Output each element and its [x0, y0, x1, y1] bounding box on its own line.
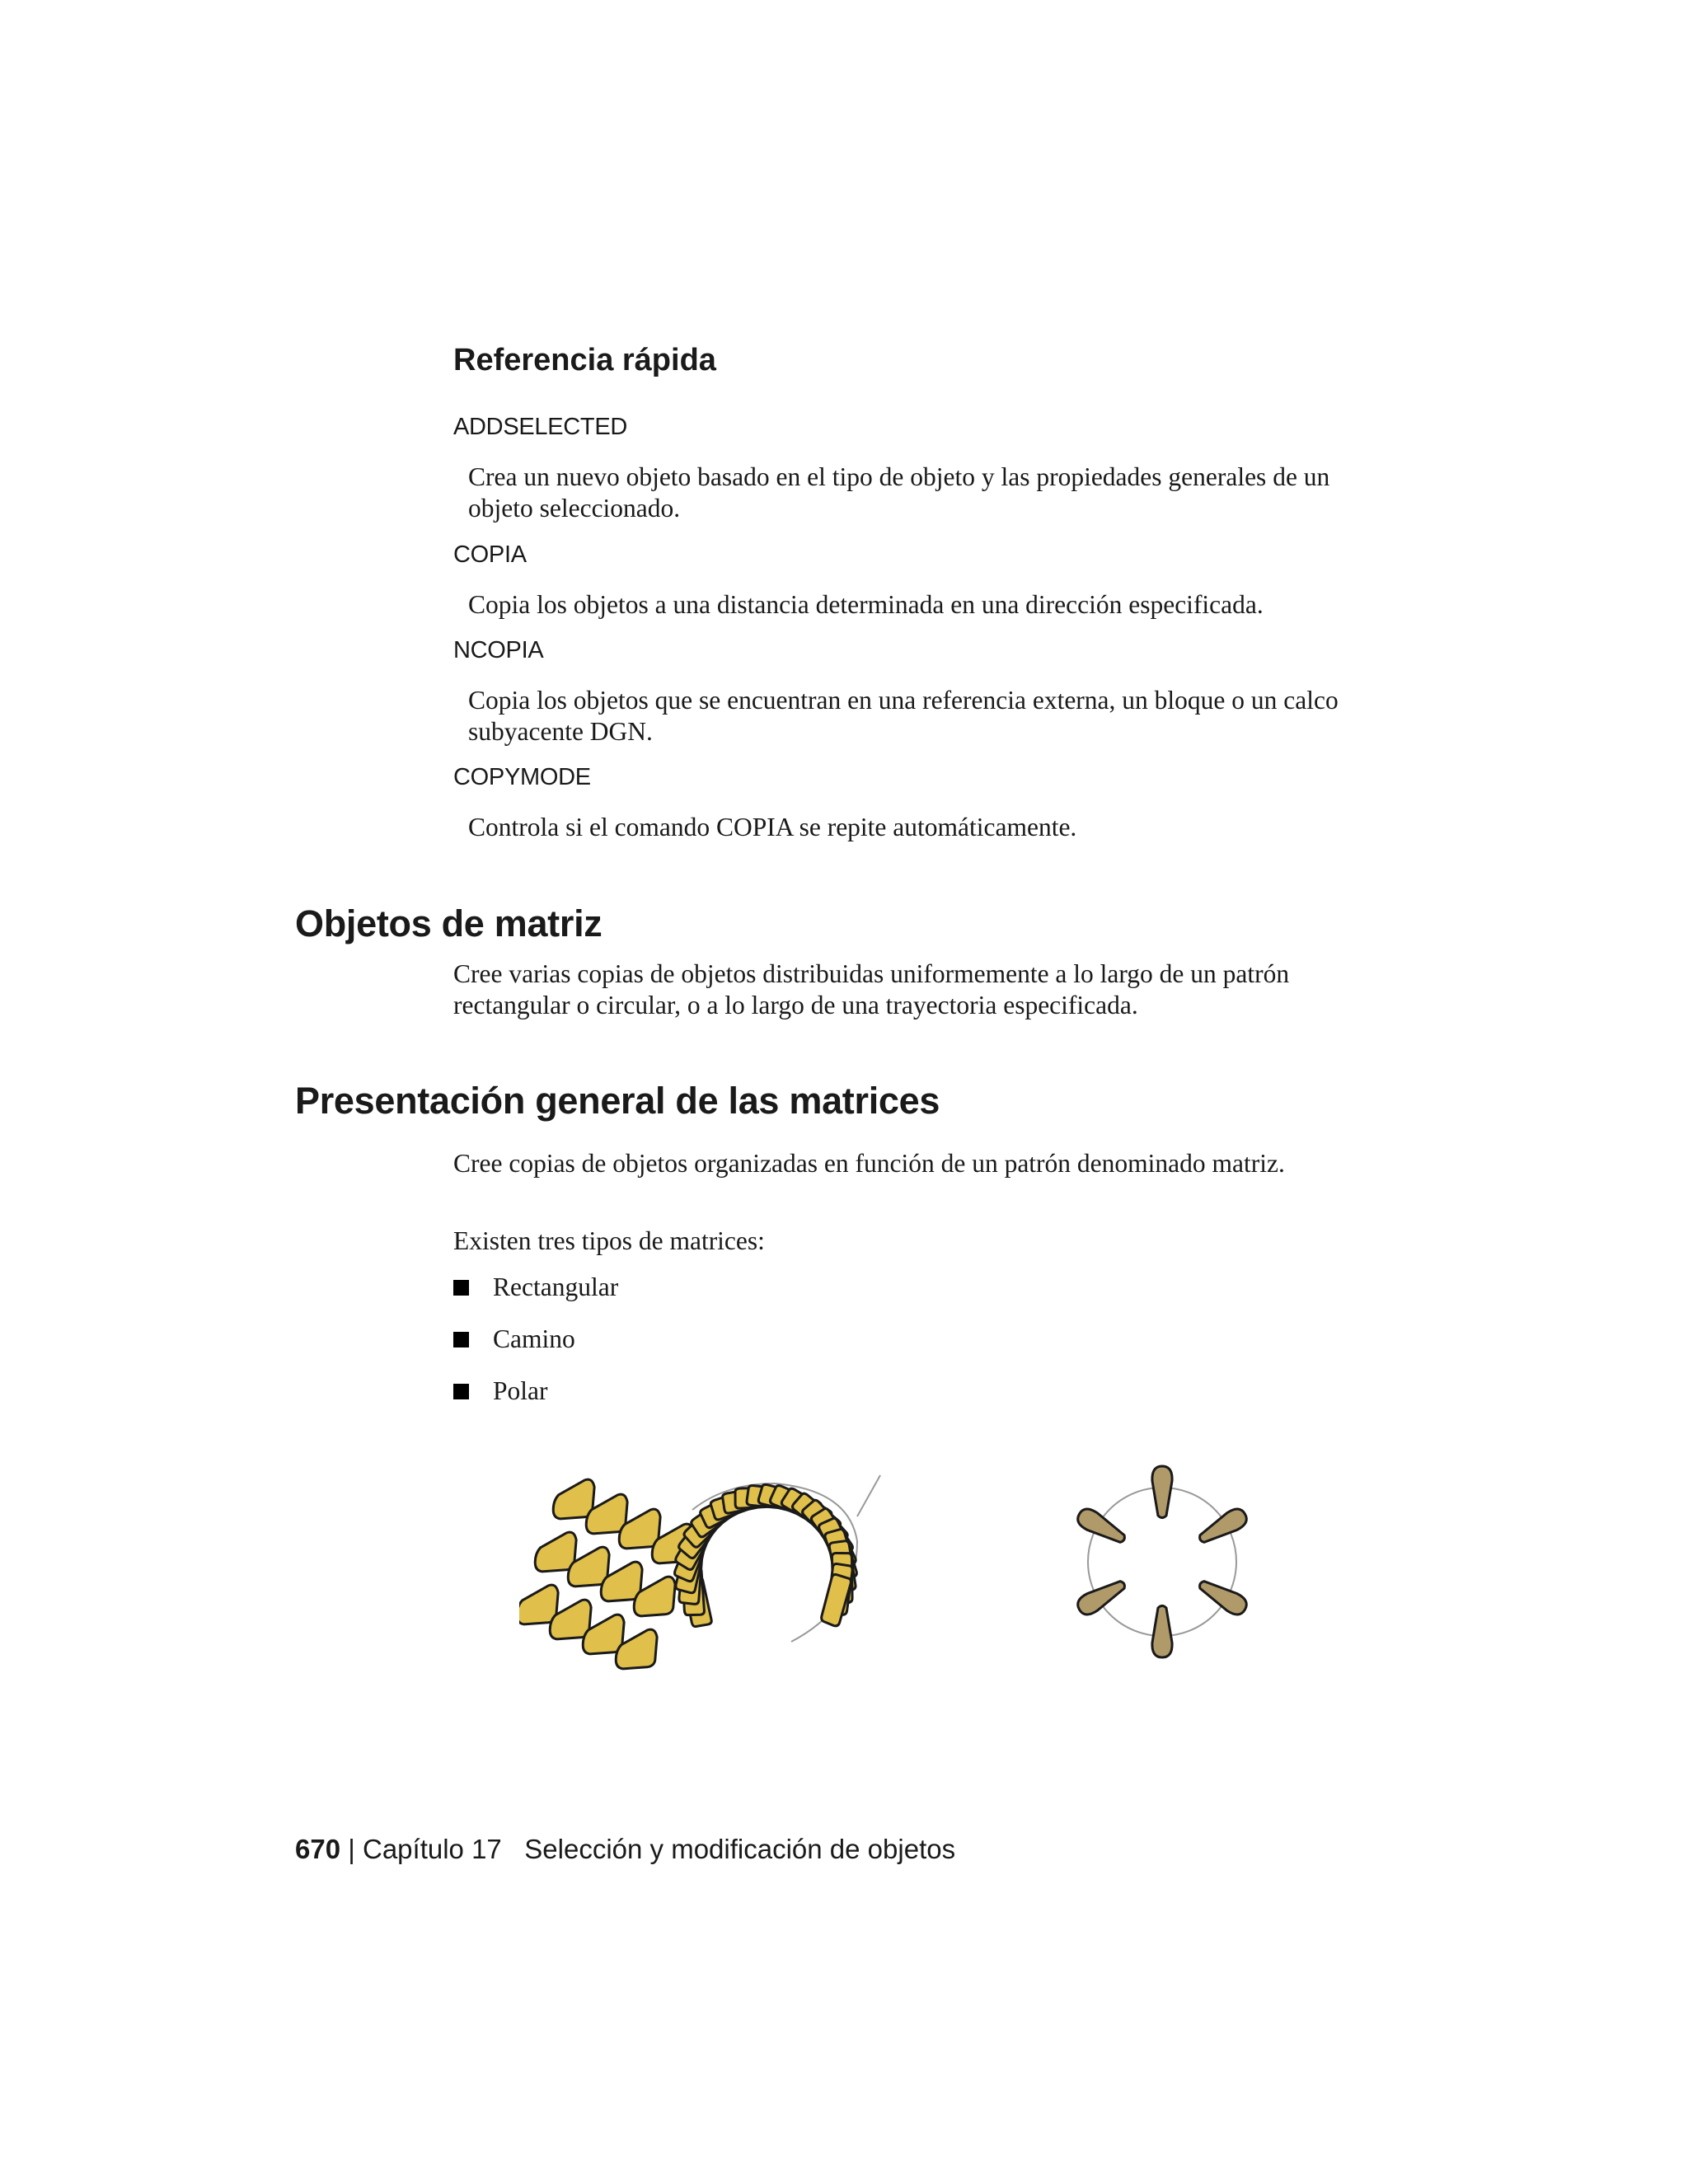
array-item-shape [1195, 1575, 1250, 1618]
footer-chapter: Capítulo 17 [362, 1834, 502, 1864]
bullet-square-icon [453, 1332, 469, 1347]
footer-title: Selección y modificación de objetos [524, 1834, 956, 1864]
list-item [453, 1376, 618, 1427]
bullet-square-icon [453, 1280, 469, 1296]
array-item-shape [1152, 1466, 1172, 1518]
path-array-diagram [673, 1475, 880, 1642]
command-term-copia: COPIA [453, 541, 527, 568]
array-item-shape [1075, 1575, 1129, 1618]
overview-paragraph-2: Existen tres tipos de matrices: [453, 1226, 765, 1255]
command-desc-copymode: Controla si el comando COPIA se repite automáticamente. [468, 813, 1077, 841]
command-desc-copia: Copia los objetos a una distancia determinada en una dirección especificada. [468, 590, 1264, 619]
command-term-addselected: ADDSELECTED [453, 414, 628, 440]
array-item-shape [820, 1573, 852, 1627]
polar-array-diagram [1075, 1466, 1250, 1657]
command-desc-ncopia: Copia los objetos que se encuentran en una referencia externa, un bloque o un calco subyacente DGN. [468, 686, 1339, 746]
array-item-shape [1152, 1606, 1172, 1658]
section-heading-overview: Presentación general de las matrices [295, 1080, 940, 1122]
command-term-copymode: COPYMODE [453, 764, 591, 790]
array-types-illustration [519, 1451, 1278, 1673]
list-item-label: Polar [493, 1376, 548, 1405]
quick-reference-heading: Referencia rápida [453, 343, 716, 377]
array-types-list [453, 1272, 618, 1427]
list-item-label: Camino [493, 1324, 575, 1353]
bullet-square-icon [453, 1384, 469, 1399]
section-heading-array: Objetos de matriz [295, 902, 603, 944]
section-array-body: Cree varias copias de objetos distribuidas uniformemente a lo largo de un patrón rectangular o circular, o a lo largo de una trayectoria especificada. [453, 959, 1290, 1019]
list-item [453, 1272, 618, 1324]
command-term-ncopia: NCOPIA [453, 637, 544, 663]
array-path-tail [857, 1475, 880, 1516]
overview-paragraph-1: Cree copias de objetos organizadas en función de un patrón denominado matriz. [453, 1149, 1285, 1178]
page-footer [295, 1834, 955, 1865]
footer-separator: | [348, 1834, 355, 1864]
array-item-shape [1075, 1506, 1129, 1549]
list-item-label: Rectangular [493, 1272, 619, 1301]
footer-page-number: 670 [295, 1834, 341, 1864]
array-item-shape [1195, 1506, 1250, 1549]
list-item [453, 1324, 618, 1376]
command-desc-addselected: Crea un nuevo objeto basado en el tipo de objeto y las propiedades generales de un objeto seleccionado. [468, 462, 1330, 523]
